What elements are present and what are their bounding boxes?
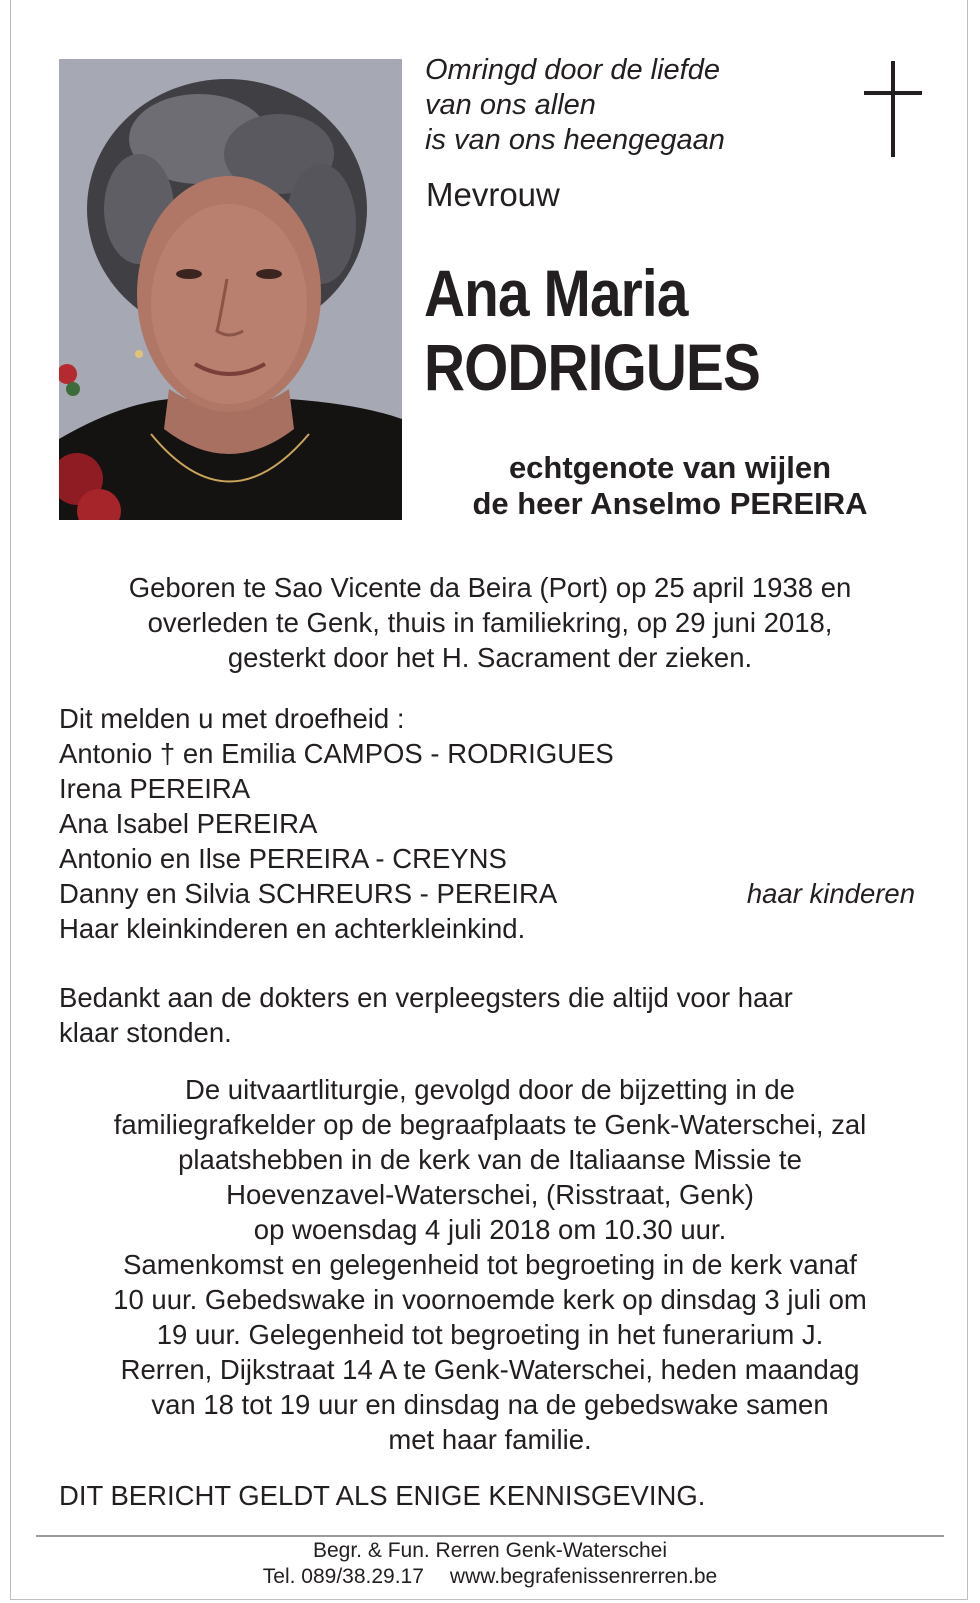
footer-divider [36, 1535, 944, 1537]
family-member: Antonio en Ilse PEREIRA - CREYNS [59, 843, 507, 874]
birth-line: Geboren te Sao Vicente da Beira (Port) op 25 april 1938 en [128, 572, 852, 603]
footer-contact [140, 1564, 840, 1590]
funeral-line: op woensdag 4 juli 2018 om 10.30 uur. [253, 1214, 727, 1245]
funeral-line: Samenkomst en gelegenheid tot begroeting in de kerk vanaf [123, 1249, 857, 1280]
family-member: Antonio † en Emilia CAMPOS - RODRIGUES [59, 738, 614, 769]
portrait-photo [59, 59, 402, 520]
funeral-line: familiegrafkelder op de begraafplaats te Genk-Waterschei, zal [113, 1109, 867, 1140]
funeral-line: Rerren, Dijkstraat 14 A te Genk-Waterschei, heden maandag [120, 1354, 860, 1385]
website-link[interactable]: www.begrafenissenrerren.be [449, 1565, 718, 1588]
surname: RODRIGUES [424, 330, 761, 404]
funeral-line: 10 uur. Gebedswake in voornoemde kerk op dinsdag 3 juli om [113, 1284, 867, 1315]
family-member: Ana Isabel PEREIRA [59, 808, 318, 839]
thanks-line: Bedankt aan de dokters en verpleegsters die altijd voor haar [59, 982, 793, 1013]
phone-number: Tel. 089/38.29.17 [262, 1565, 424, 1588]
first-names: Ana Maria [424, 256, 688, 330]
cross-icon [864, 61, 922, 157]
birth-line: overleden te Genk, thuis in familiekring, op 29 juni 2018, [147, 607, 833, 638]
footer [140, 1538, 840, 1590]
thanks-paragraph [59, 980, 939, 1050]
funeral-line: van 18 tot 19 uur en dinsdag na de gebedswake samen [151, 1389, 829, 1420]
funeral-line: Hoevenzavel-Waterschei, (Risstraat, Genk) [226, 1179, 754, 1210]
intro-verse [425, 53, 845, 158]
funeral-line: plaatshebben in de kerk van de Italiaanse Missie te [178, 1144, 802, 1175]
spouse-line: echtgenote van wijlen [508, 450, 832, 485]
funeral-details [40, 1072, 940, 1457]
funeral-line: met haar familie. [388, 1424, 592, 1455]
family-member-row [59, 876, 919, 911]
family-heading: Dit melden u met droefheid : [59, 703, 405, 734]
honorific: Mevrouw [426, 176, 560, 213]
family-member: Irena PEREIRA [59, 773, 251, 804]
deceased-name [424, 256, 760, 404]
funeral-line: 19 uur. Gelegenheid tot begroeting in het funerarium J. [156, 1319, 824, 1350]
grandchildren-line: Haar kleinkinderen en achterkleinkind. [59, 913, 526, 944]
birth-line: gesterkt door het H. Sacrament der zieken. [227, 642, 753, 673]
birth-death-details [40, 570, 940, 675]
family-member: Danny en Silvia SCHREURS - PEREIRA [59, 878, 558, 909]
intro-line: Omringd door de liefde [425, 54, 720, 86]
funeral-line: De uitvaartliturgie, gevolgd door de bijzetting in de [185, 1074, 795, 1105]
children-label: haar kinderen [746, 878, 915, 909]
family-list [59, 701, 919, 946]
notice-line: DIT BERICHT GELDT ALS ENIGE KENNISGEVING. [59, 1480, 706, 1511]
spouse-line: de heer Anselmo PEREIRA [472, 486, 868, 521]
spouse-info [430, 450, 910, 522]
thanks-line: klaar stonden. [59, 1017, 232, 1048]
funeral-home-name: Begr. & Fun. Rerren Genk-Waterschei [312, 1539, 668, 1562]
intro-line: is van ons heengegaan [425, 124, 725, 156]
intro-line: van ons allen [425, 89, 596, 121]
